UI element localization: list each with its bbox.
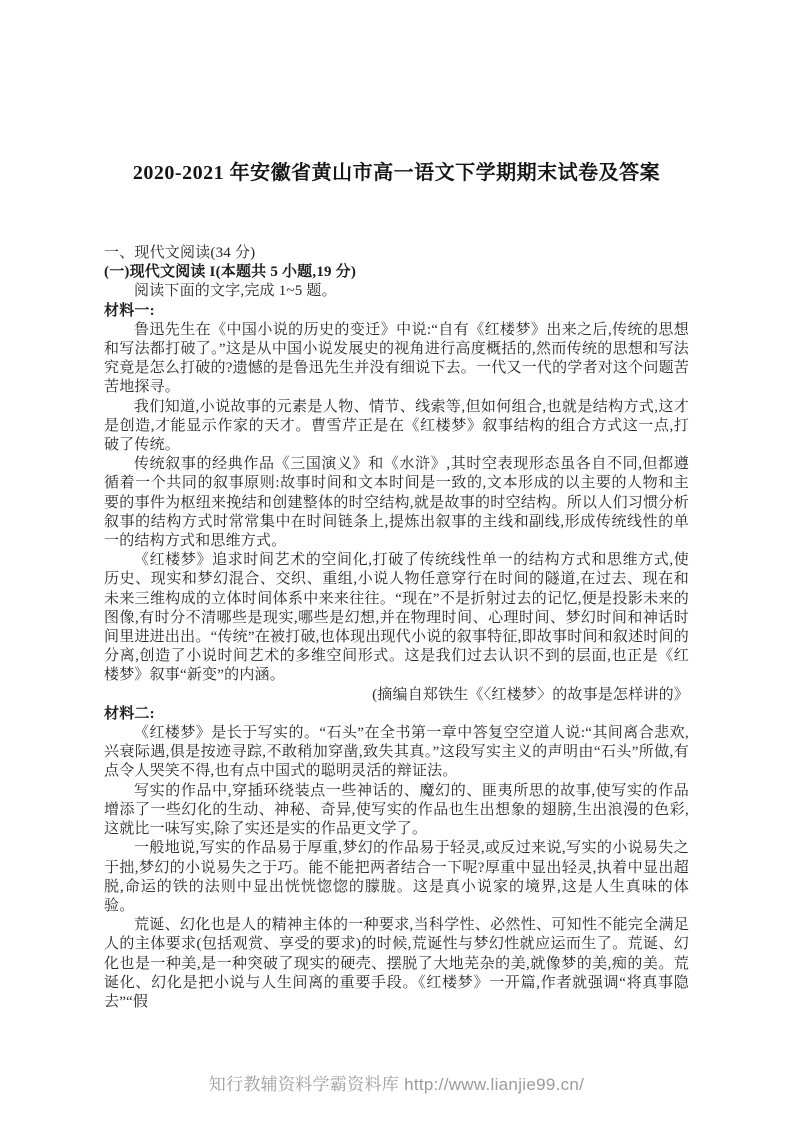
reading-instruction: 阅读下面的文字,完成 1~5 题。 <box>134 283 337 300</box>
page-title: 2020-2021 年安徽省黄山市高一语文下学期期末试卷及答案 <box>132 162 661 184</box>
material-two-paragraph: 写实的作品中,穿插环绕装点一些神话的、魔幻的、匪夷所思的故事,使写实的作品增添了一些幻化的生动、神秘、奇异,使写实的作品也生出想象的翅膀,生出浪漫的色彩,这就比一味写实,除了实还是实的作品更文学了。 <box>104 782 689 838</box>
material-one-label: 材料一: <box>104 302 155 319</box>
source-attribution: (摘编自郑铁生《〈红楼梦〉的故事是怎样讲的》 <box>372 686 689 703</box>
footer-watermark: 知行教辅资料学霸资料库 http://www.lianjie99.cn/ <box>208 1075 585 1094</box>
material-one-paragraph: 鲁迅先生在《中国小说的历史的变迁》中说:“自有《红楼梦》出来之后,传统的思想和写法都打破了。”这是从中国小说发展史的视角进行高度概括的,然而传统的思想和写法究竟是怎么打破的?遗憾的是鲁迅先生并没有细说下去。一代又一代的学者对这个问题苦苦地探寻。 <box>104 321 689 396</box>
subsection-heading: (一)现代文阅读 I(本题共 5 小题,19 分) <box>104 264 357 281</box>
material-one-paragraph: 传统叙事的经典作品《三国演义》和《水浒》,其时空表现形态虽各自不同,但都遵循着一个共同的叙事原则:故事时间和文本时间是一致的,文本形成的以主要的人物和主要的事件为枢纽来挽结和创建整体的时空结构,就是故事的时空结构。所以人们习惯分析叙事的结构方式时常常集中在时间链条上,提炼出叙事的主线和副线,形成传统线性的单一的结构方式和思维方式。 <box>104 456 689 550</box>
material-one-paragraph: 《红楼梦》追求时间艺术的空间化,打破了传统线性单一的结构方式和思维方式,使历史、现实和梦幻混合、交织、重组,小说人物任意穿行在时间的隧道,在过去、现在和未来三维构成的立体时间体系中来来往往。“现在”不是折射过去的记忆,便是投影未来的图像,有时分不清哪些是现实,哪些是幻想,并在物理时间、心理时间、梦幻时间和神话时间里进进出出。“传统”在被打破,也体现出现代小说的叙事特征,即故事时间和叙述时间的分离,创造了小说时间艺术的多维空间形式。这是我们过去认识不到的层面,也正是《红楼梦》叙事“新变”的内涵。 <box>104 552 689 684</box>
section-heading: 一、现代文阅读(34 分) <box>104 245 256 261</box>
material-two-paragraph: 一般地说,写实的作品易于厚重,梦幻的作品易于轻灵,或反过来说,写实的小说易失之于拙,梦幻的小说易失之于巧。能不能把两者结合一下呢?厚重中显出轻灵,执着中显出超脱,命运的铁的法则中显出恍恍惚惚的朦胧。这是真小说家的境界,这是人生真味的体验。 <box>104 840 689 914</box>
material-two-label: 材料二: <box>104 705 155 722</box>
document-body <box>104 244 689 1012</box>
material-two-paragraph: 荒诞、幻化也是人的精神主体的一种要求,当科学性、必然性、可知性不能完全满足人的主体要求(包括观赏、享受的要求)的时候,荒诞性与梦幻性就应运而生了。荒诞、幻化也是一种美,是一种突破了现实的硬壳、摆脱了大地芜杂的美,就像梦的美,痴的美。荒诞化、幻化是把小说与人生间离的重要手段。《红楼梦》一开篇,作者就强调“将真事隐去”“假 <box>104 917 689 1010</box>
material-two-paragraph: 《红楼梦》是长于写实的。“石头”在全书第一章中答复空空道人说:“其间离合悲欢,兴衰际遇,俱是按迹寻踪,不敢稍加穿凿,致失其真。”这段写实主义的声明由“石头”所做,有点令人哭笑不得,也有点中国式的聪明灵活的辩证法。 <box>104 725 689 780</box>
material-one-paragraph: 我们知道,小说故事的元素是人物、情节、线索等,但如何组合,也就是结构方式,这才是创造,才能显示作家的天才。曹雪芹正是在《红楼梦》叙事结构的组合方式这一点,打破了传统。 <box>104 398 689 454</box>
